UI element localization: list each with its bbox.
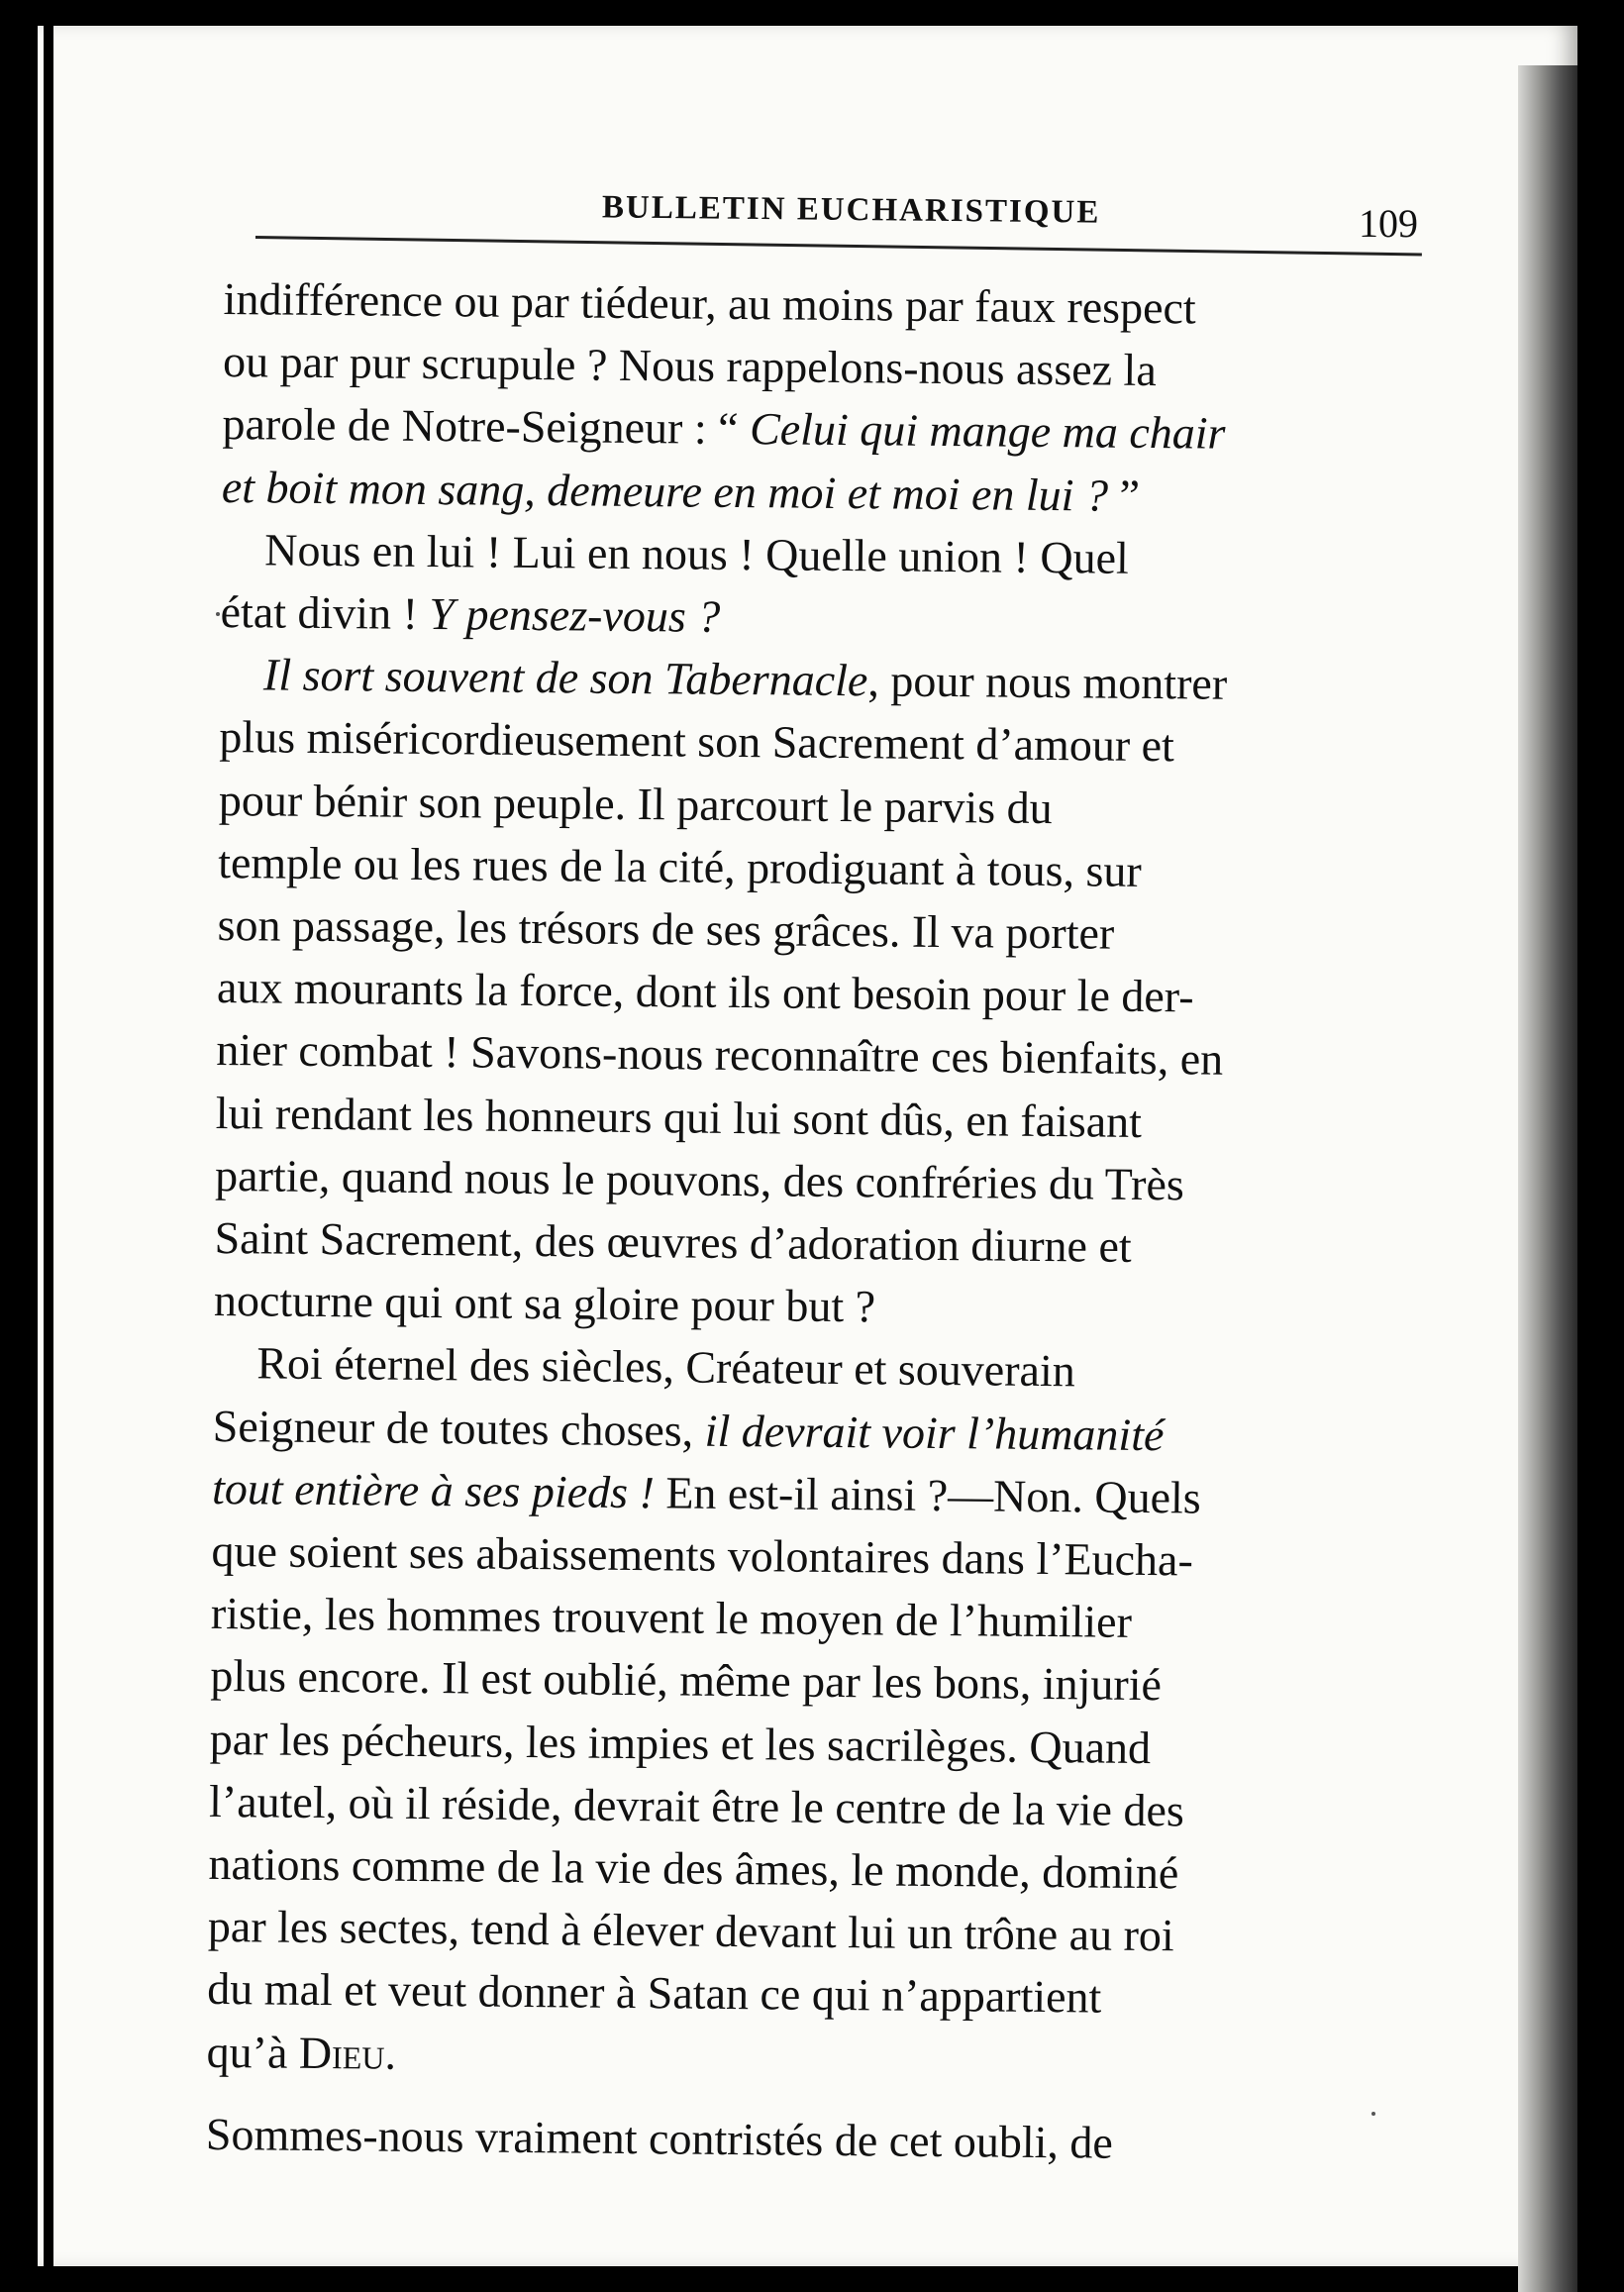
text-line: état divin ! Y pensez-vous ? [220,586,721,642]
paragraph-2 [220,518,1419,655]
quotation-italic: et boit mon sang, demeure en moi et moi en lui ? [221,461,1109,521]
quotation-italic: Celui qui mange ma chair [749,403,1226,460]
text-line: du mal et veut donner à Satan ce qui n’appartient [207,1963,1102,2024]
text-line: plus encore. Il est oublié, même par les bons, injurié [210,1650,1163,1711]
paragraph-1 [222,267,1422,529]
text-line: tout entière à ses pieds ! En est-il ainsi ?—Non. Quels [211,1462,1201,1523]
text-line: Roi éternel des siècles, Créateur et souverain [256,1337,1075,1397]
text-line: aux mourants la force, dont ils ont besoin pour le der- [216,962,1194,1022]
page-edge-shadow [1518,65,1577,2292]
paragraph-5 [206,2103,1405,2177]
text-line: temple ou les rues de la cité, prodiguant à tous, sur [217,836,1142,896]
scan-speck [216,612,220,616]
text-line: nier combat ! Savons-nous reconnaître ces bienfaits, en [216,1024,1224,1086]
text-line: ristie, les hommes trouvent le moyen de l’humilier [210,1588,1133,1648]
text-line: Saint Sacrement, des œuvres d’adoration diurne et [214,1212,1132,1272]
divine-name-small-caps: Dieu [298,2027,385,2079]
emphasis-italic: il devrait voir l’humanité [704,1405,1165,1460]
text-line: qu’à Dieu. [206,2026,397,2079]
paragraph-3 [214,643,1419,1343]
text-line: indifférence ou par tiédeur, au moins par faux respect [223,272,1196,334]
paragraph-4 [206,1331,1411,2094]
text-line: lui rendant les honneurs qui lui sont dûs, en faisant [215,1087,1143,1147]
scan-speck [1371,2112,1375,2116]
emphasis-italic: tout entière à ses pieds ! [211,1462,656,1518]
text-line: Il sort souvent de son Tabernacle, pour nous montrer [262,649,1228,709]
scan-border [44,0,53,2266]
text-line: Sommes-nous vraiment contristés de cet oubli, de [205,2108,1114,2168]
text-line: plus miséricordieusement son Sacrement d’amour et [219,711,1175,772]
text-line: parole de Notre-Seigneur : “ Celui qui mange ma chair [222,398,1226,460]
page-number: 109 [1359,201,1418,246]
text-line: par les sectes, tend à élever devant lui un trône au roi [207,1901,1174,1961]
text-line: Seigneur de toutes choses, il devrait voir l’humanité [212,1400,1165,1460]
body-text [206,267,1422,2177]
text-line: et boit mon sang, demeure en moi et moi en lui ? ” [221,461,1141,521]
emphasis-italic: Il sort souvent de son Tabernacle [262,649,868,706]
running-title: BULLETIN EUCHARISTIQUE [601,189,1101,231]
text-line: nocturne qui ont sa gloire pour but ? [213,1275,876,1332]
text-line: ou par pur scrupule ? Nous rappelons-nous assez la [222,336,1158,396]
text-line: par les pécheurs, les impies et les sacrilèges. Quand [209,1713,1152,1773]
text-line: pour bénir son peuple. Il parcourt le parvis du [218,774,1053,833]
text-line: partie, quand nous le pouvons, des confréries du Très [214,1149,1185,1210]
emphasis-italic: Y pensez-vous ? [429,588,721,642]
text-line: nations comme de la vie des âmes, le monde, dominé [208,1838,1179,1899]
text-line: Nous en lui ! Lui en nous ! Quelle union ! Quel [264,524,1130,583]
running-header [255,186,1424,246]
text-line: son passage, les trésors de ses grâces. Il va porter [217,899,1115,959]
text-line: l’autel, où il réside, devrait être le centre de la vie des [208,1775,1185,1836]
text-line: que soient ses abaissements volontaires dans l’Eucha- [211,1525,1194,1586]
